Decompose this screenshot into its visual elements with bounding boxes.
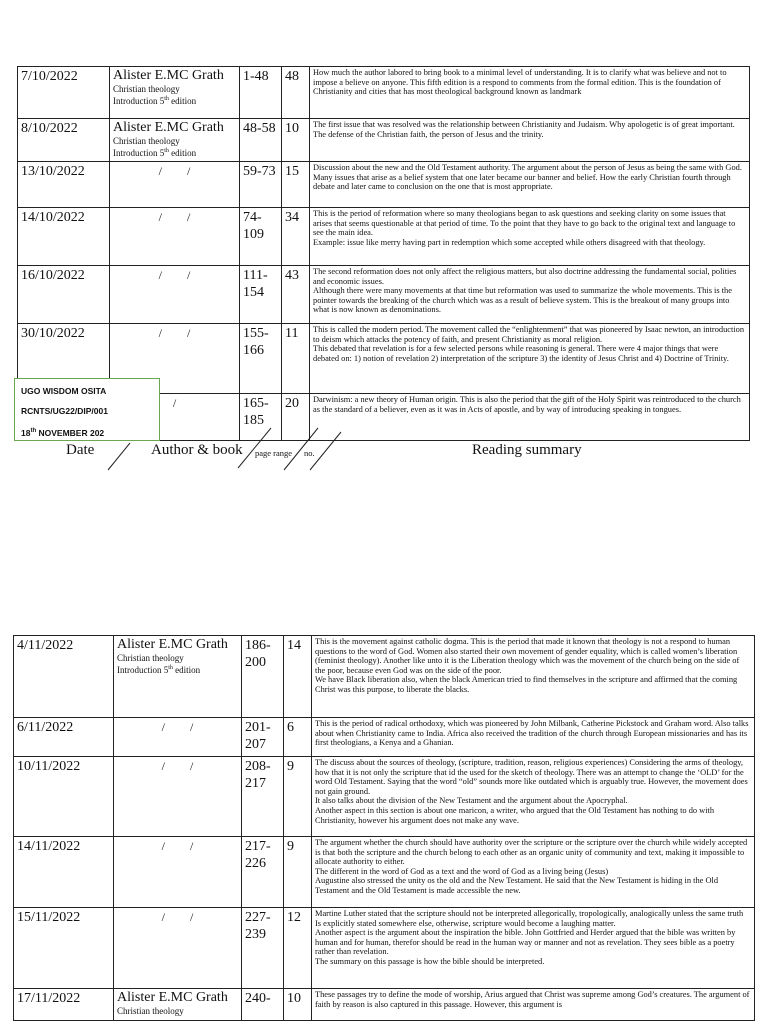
page-count-cell: 15 — [282, 162, 310, 208]
footer-author-book-label: Author & book — [151, 442, 243, 458]
author-book-cell — [114, 636, 242, 718]
student-name: UGO WISDOM OSITA — [21, 386, 107, 396]
ditto-marks: / / — [161, 910, 194, 924]
footer-slash-lines — [0, 0, 768, 480]
author-name: Alister E.MC Grath — [117, 637, 228, 652]
book-edition — [117, 663, 238, 675]
student-reg-number: RCNTS/UG22/DIP/001 — [21, 406, 108, 416]
slash-line — [238, 428, 271, 468]
page-range-cell: 186-200 — [242, 636, 284, 718]
book-edition-text: Introduction 5 — [113, 148, 165, 158]
ditto-marks: / / — [158, 210, 191, 224]
book-edition-end: edition — [172, 665, 201, 675]
page-range-cell: 240- — [242, 989, 284, 1021]
page-range-cell: 59-73 — [240, 162, 282, 208]
book-edition-text: Introduction 5 — [113, 96, 165, 106]
author-book-cell — [114, 757, 242, 837]
ditto-marks: / — [172, 396, 177, 410]
page-range-cell: 48-58 — [240, 119, 282, 162]
page-count-cell: 11 — [282, 324, 310, 394]
page-range-cell: 155-166 — [240, 324, 282, 394]
reading-summary-cell: The second reformation does not only affect the religious matters, but also doctrine addressing the fundamental social, polities and economic issues. Although there were many movements at that time but reformation was used to summarize the whole movements. This is the pointer towards the breaking of the church which was as a result of believe system. This is the breakout of many groups into what is now known as denominations. — [310, 266, 750, 324]
footer-date-label: Date — [66, 442, 95, 458]
date-cell: 15/11/2022 — [14, 908, 114, 989]
page-count-cell: 9 — [284, 837, 312, 908]
author-name: Alister E.MC Grath — [113, 120, 224, 135]
ditto-marks: / / — [158, 326, 191, 340]
author-name: Alister E.MC Grath — [117, 990, 228, 1005]
page-range-cell: 111-154 — [240, 266, 282, 324]
page-count-cell: 6 — [284, 718, 312, 757]
page-range-cell: 208-217 — [242, 757, 284, 837]
book-title: Christian theology — [113, 84, 180, 94]
date-cell: 8/10/2022 — [18, 119, 110, 162]
date-cell: 14/11/2022 — [14, 837, 114, 908]
book-title: Christian theology — [117, 1006, 184, 1016]
reading-summary-cell: The first issue that was resolved was the relationship between Christianity and Judaism. Why apologetic is of great important. The defense of the Christian faith, the person of Jesus and the trinity. — [310, 119, 750, 162]
reading-summary-cell: Discussion about the new and the Old Testament authority. The argument about the person of Jesus as being the same with God. Many issues that arise as a belief system that one later became our banner and belief. How the early Christian fourth through debate and later came to conclusion on the one that is most appropriate. — [310, 162, 750, 208]
page-range-cell: 165-185 — [240, 394, 282, 441]
author-book-cell — [114, 837, 242, 908]
book-edition-sup: th — [164, 96, 169, 102]
table-row — [14, 718, 755, 757]
ditto-marks: / / — [158, 164, 191, 178]
page-count-cell: 9 — [284, 757, 312, 837]
page-range-cell: 1-48 — [240, 67, 282, 119]
date-cell: 4/11/2022 — [14, 636, 114, 718]
reading-log-table-2-body — [14, 636, 755, 1021]
page-count-cell: 12 — [284, 908, 312, 989]
page-range-cell: 201-207 — [242, 718, 284, 757]
date-cell: 30/10/2022 — [18, 324, 110, 394]
date-cell: 17/11/2022 — [14, 989, 114, 1021]
author-name: Alister E.MC Grath — [113, 68, 224, 83]
reading-summary-cell: The discuss about the sources of theology, (scripture, tradition, reason, religious experiences) Considering the arms of theology, how that it is not only the scripture that id the used for the sketch of theology. There was an attempt to change the ‘OLD’ for the word Old Testament. Saying that the word “old” sounds more like outdated which is arguably true. However, the movement does not gain ground. It also talks about the division of the New Testament and the argument about the Apocryphal. Another aspect in this section is about one maricon, a writer, who argued that the Old Testament has nothing to do with Christianity, however his argument does not make any wave. — [312, 757, 755, 837]
page-count-cell: 48 — [282, 67, 310, 119]
date-cell: 7/10/2022 — [18, 67, 110, 119]
table-row — [14, 837, 755, 908]
table-row — [14, 908, 755, 989]
table-row — [14, 636, 755, 718]
book-title: Christian theology — [113, 136, 180, 146]
reading-log-table-2 — [13, 635, 755, 1021]
book-edition-end: edition — [168, 148, 197, 158]
ditto-marks: / / — [161, 839, 194, 853]
ditto-marks: / / — [161, 720, 194, 734]
book-edition-text: Introduction 5 — [117, 665, 169, 675]
slash-line — [284, 428, 318, 470]
author-book-cell — [114, 989, 242, 1021]
page-count-cell: 34 — [282, 208, 310, 266]
reading-summary-cell: This is called the modern period. The movement called the “enlightenment” that was pioneered by Isaac newton, an introduction to deism which attacks the potency of faith, and present Christianity as moral religion. This debated that revelation is for a few selected persons while reasoning is general. There were 4 major things that were debated on: 1) notion of revelation 2) interpretation of the scripture 3) the identity of Jesus Christ and 4) Doctrine of Trinity. — [310, 324, 750, 394]
reading-summary-cell: This is the period of reformation where so many theologians began to ask questions and seeking clarity on some issues that arises that seems questionable at that period of time. To the point that they have to go back to the original text and language to see the main idea. Example: issue like merry having part in redemption which some accepted while others disagreed with that theology. — [310, 208, 750, 266]
reading-summary-cell: How much the author labored to bring book to a minimal level of understanding. It is to clarify what was believe and not to impose a believe on anyone. This fifth edition is a respond to comments from the formal edition. This is the foundation of Christianity and cities that has most theological background known as landmark — [310, 67, 750, 119]
reading-summary-cell: These passages try to define the mode of worship, Arius argued that Christ was supreme among God’s creatures. The argument of faith by reason is also captured in this passage. However, this argument is — [312, 989, 755, 1021]
date-cell: 6/11/2022 — [14, 718, 114, 757]
stamp-date: 18th NOVEMBER 202 — [21, 427, 105, 438]
ditto-marks: / / — [158, 268, 191, 282]
page-count-cell: 14 — [284, 636, 312, 718]
book-edition-end: edition — [168, 96, 197, 106]
ditto-marks: / / — [161, 759, 194, 773]
page-count-cell: 43 — [282, 266, 310, 324]
table-row — [14, 757, 755, 837]
reading-summary-cell: The argument whether the church should have authority over the scripture or the scripture over the church while widely accepted is that both the scripture and the church belong to each other as an organic unity of community and text, making it impossible to allocate authority to either. The different in the word of God as a text and the word of God as a living being (Jesus) Augustine also stressed the unity os the old and the New Testament. He said that the New Testament is hiding in the Old Testament and the Old Testament is made accessible the new. — [312, 837, 755, 908]
book-edition-sup: th — [164, 148, 169, 154]
page-range-cell: 74-109 — [240, 208, 282, 266]
book-edition-sup: th — [168, 665, 173, 671]
date-cell: 10/11/2022 — [14, 757, 114, 837]
date-cell: 13/10/2022 — [18, 162, 110, 208]
page-range-cell: 217-226 — [242, 837, 284, 908]
table-row — [14, 989, 755, 1021]
page-count-cell: 10 — [282, 119, 310, 162]
footer-no-label: no. — [304, 448, 315, 458]
reading-summary-cell: Darwinism: a new theory of Human origin. This is also the period that the gift of the Holy Spirit was reintroduced to the church as the standard of a believer, even as it was in Acts of apostle, and by way of introducing speaking in tongues. — [310, 394, 750, 441]
author-book-cell — [114, 718, 242, 757]
book-title: Christian theology — [117, 653, 184, 663]
date-cell: 16/10/2022 — [18, 266, 110, 324]
page-count-cell: 10 — [284, 989, 312, 1021]
author-book-cell — [114, 908, 242, 989]
date-cell: 14/10/2022 — [18, 208, 110, 266]
slash-line — [108, 443, 130, 470]
slash-line — [310, 432, 341, 470]
footer-summary-label: Reading summary — [472, 442, 582, 458]
footer-page-range-label: page range — [255, 448, 293, 458]
reading-summary-cell: This is the period of radical orthodoxy, which was pioneered by John Milbank, Catherine Pickstock and Graham word. Also talks about when Christianity came to India. Africa also received the tradition of the church through European missionaries and has its first theologians, a Kenya and a Ghanian. — [312, 718, 755, 757]
page-count-cell: 20 — [282, 394, 310, 441]
reading-summary-cell: This is the movement against catholic dogma. This is the period that made it known that theology is not a respond to human questions to the word of God. Women also started their own movement of gender equality, which is called women’s liberation (feminist theology). Another like unto it is the Liberation theology which was the movement of the church being on the side of the poor, because even God was on the side of the poor. We have Black liberation also, when the black American tried to find themselves in the scripture and affirmed that the coming Christ was this purpose, to liberate the blacks. — [312, 636, 755, 718]
reading-summary-cell: Martine Luther stated that the scripture should not be interpreted allegorically, tropologically, analogically unless the same truth Is explicitly stated somewhere else, otherwise, scripture would become a laughing matter. Another aspect is the argument about the inspiration the bible. John Gottfried and Herder argued that the bible was written by human and for human, therefor should be read in the human way or manner and not as revelation. They sees bible as a poetry rather than revelation. The summary on this passage is how the bible should be interpreted. — [312, 908, 755, 989]
page-range-cell: 227-239 — [242, 908, 284, 989]
